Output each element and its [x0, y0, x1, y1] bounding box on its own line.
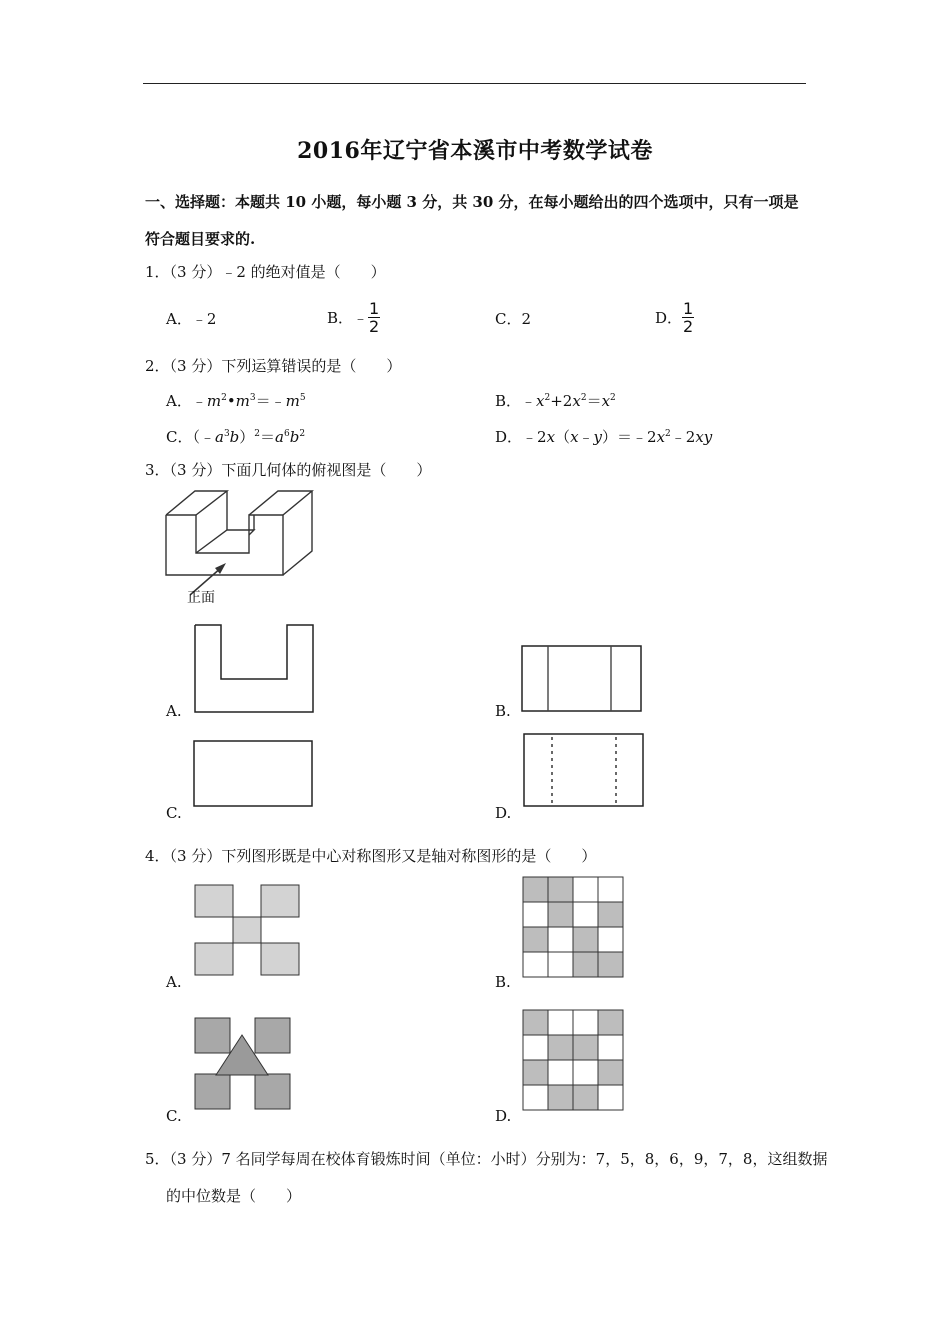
q3-option-d-figure — [523, 733, 645, 808]
q3-option-a-figure — [194, 624, 314, 714]
q4-option-a-label: A. — [166, 973, 182, 991]
q1-option-b — [327, 300, 380, 335]
q1-option-d — [655, 300, 694, 335]
page-title: 2016年辽宁省本溪市中考数学试卷 — [297, 138, 653, 164]
q4-option-b-figure — [522, 876, 626, 978]
q5-stem-line2: 的中位数是（ ） — [166, 1187, 302, 1205]
q3-option-b-label: B. — [495, 702, 511, 720]
q4-option-a-figure — [194, 884, 302, 978]
q2-option-b: B．$﹣x^2+2x^2=x^2$ — [495, 392, 616, 410]
q4-option-b-label: B. — [495, 973, 511, 991]
header-rule — [143, 83, 806, 84]
q3-option-b-figure — [521, 645, 643, 713]
q1-option-b-fraction: $\frac{1}{2}$ — [369, 299, 380, 336]
q3-option-d-label: D. — [495, 804, 512, 822]
q4-stem: 4．（3 分）下列图形既是中心对称图形又是轴对称图形的是（ ） — [145, 847, 597, 865]
q4-option-d-label: D. — [495, 1107, 512, 1125]
q4-option-c-figure — [194, 1017, 294, 1113]
q3-option-c-label: C. — [166, 804, 182, 822]
q1-stem: 1．（3 分）﹣2 的绝对值是（ ） — [145, 263, 386, 281]
q5-stem-line1: 5．（3 分）7 名同学每周在校体育锻炼时间（单位：小时）分别为：7，5，8，6，9，7，8，这组数据 — [145, 1150, 828, 1168]
q3-option-a-label: A. — [166, 702, 182, 720]
q2-option-d: D．$﹣2x(x﹣y)=﹣2x^2﹣2xy$ — [495, 428, 713, 446]
q1-option-a: A．﹣2 — [166, 310, 217, 328]
q3-front-label: 正面 — [187, 590, 215, 606]
q4-option-d-figure — [522, 1009, 626, 1111]
q3-stem: 3．（3 分）下面几何体的俯视图是（ ） — [145, 461, 432, 479]
section-heading-line1: 一、选择题：本题共 10 小题，每小题 3 分，共 30 分，在每小题给出的四个选项中，只有一项是 — [145, 193, 799, 211]
q1-option-d-prefix: D． — [655, 309, 683, 327]
q1-option-d-fraction: $\frac{1}{2}$ — [683, 299, 694, 336]
q2-option-c: C．$(﹣a^3b)^2=a^6b^2$ — [166, 428, 306, 446]
q2-stem: 2．（3 分）下列运算错误的是（ ） — [145, 357, 402, 375]
q1-option-b-prefix: B．﹣ — [327, 309, 369, 327]
q4-option-c-label: C. — [166, 1107, 182, 1125]
section-heading-line2: 符合题目要求的. — [145, 230, 256, 248]
q3-solid-figure — [160, 485, 330, 610]
q2-option-a: A．$﹣m^2•m^3=﹣m^5$ — [166, 392, 306, 410]
q3-option-c-figure — [193, 740, 314, 808]
q1-option-c: C．2 — [495, 310, 532, 328]
